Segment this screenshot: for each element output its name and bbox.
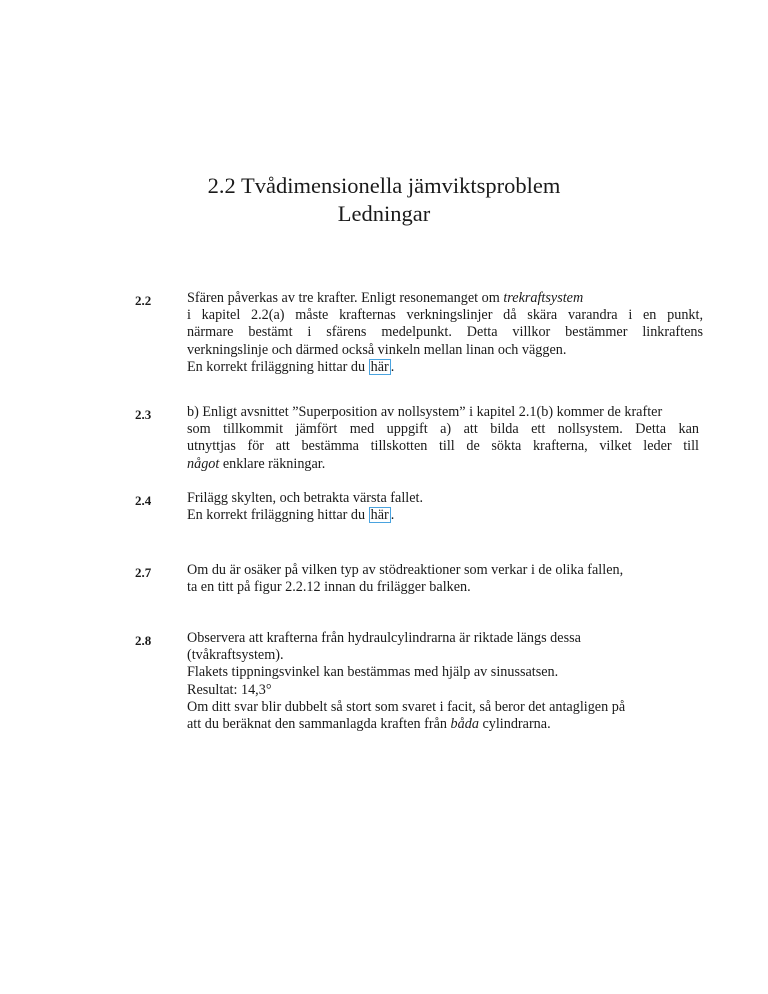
text-line: i kapitel 2.2(a) måste krafternas verkningslinjer då skära varandra i en punkt, bbox=[187, 307, 703, 324]
section-body bbox=[187, 562, 703, 596]
section-number: 2.2 bbox=[135, 293, 152, 308]
free-body-diagram-link[interactable]: här bbox=[370, 507, 389, 524]
text-line: Frilägg skylten, och betrakta värsta fallet. bbox=[187, 490, 423, 506]
emphasis-text: något bbox=[187, 455, 220, 472]
section-number: 2.4 bbox=[135, 493, 152, 508]
emphasis-text: trekraftsystem bbox=[503, 290, 584, 306]
section-body bbox=[187, 290, 703, 376]
text-line: utnyttjas för att bestämma tillskotten till de sökta krafterna, vilket leder till bbox=[187, 438, 699, 455]
text-span: En korrekt friläggning hittar du bbox=[187, 358, 369, 375]
text-line: Observera att krafterna från hydraulcylindrarna är riktade längs dessa bbox=[187, 630, 581, 646]
text-span: . bbox=[390, 507, 395, 524]
section-body bbox=[187, 490, 703, 524]
text-line bbox=[187, 716, 703, 733]
text-span: att du beräknat den sammanlagda kraften från bbox=[187, 716, 451, 733]
text-span: En korrekt friläggning hittar du bbox=[187, 507, 369, 524]
text-span: cylindrarna. bbox=[478, 716, 551, 733]
text-span: . bbox=[390, 358, 395, 375]
page-title bbox=[0, 172, 768, 228]
text-line bbox=[187, 290, 703, 307]
text-line: Flakets tippningsvinkel kan bestämmas med hjälp av sinussatsen. bbox=[187, 664, 559, 681]
section-number: 2.8 bbox=[135, 633, 152, 648]
section-body bbox=[187, 630, 703, 733]
text-span: enklare räkningar. bbox=[219, 455, 326, 472]
page-title-line-2: Ledningar bbox=[337, 201, 431, 226]
text-line bbox=[187, 456, 699, 473]
free-body-diagram-link[interactable]: här bbox=[370, 358, 389, 375]
page-title-line-1: 2.2 Tvådimensionella jämviktsproblem bbox=[207, 173, 561, 198]
text-line: b) Enligt avsnittet ”Superposition av nollsystem” i kapitel 2.1(b) kommer de krafter bbox=[187, 404, 663, 420]
text-line: Om du är osäker på vilken typ av stödreaktioner som verkar i de olika fallen, bbox=[187, 562, 624, 578]
text-line bbox=[187, 359, 703, 376]
emphasis-text: båda bbox=[450, 716, 479, 733]
section-number: 2.7 bbox=[135, 565, 152, 580]
text-line: Om ditt svar blir dubbelt så stort som svaret i facit, så beror det antagligen på bbox=[187, 698, 626, 715]
text-line: ta en titt på figur 2.2.12 innan du frilägger balken. bbox=[187, 579, 471, 596]
text-line bbox=[187, 507, 703, 524]
text-line: närmare bestämt i sfärens medelpunkt. Detta villkor bestämmer linkraftens bbox=[187, 324, 703, 341]
text-line: som tillkommit jämfört med uppgift a) att bilda ett nollsystem. Detta kan bbox=[187, 421, 699, 438]
text-line: Resultat: 14,3° bbox=[187, 681, 272, 698]
text-span: Sfären påverkas av tre krafter. Enligt resonemanget om bbox=[187, 290, 504, 306]
section-body bbox=[187, 404, 699, 473]
text-line: verkningslinje och därmed också vinkeln mellan linan och väggen. bbox=[187, 341, 567, 358]
section-number: 2.3 bbox=[135, 407, 152, 422]
text-line: (tvåkraftsystem). bbox=[187, 647, 284, 664]
